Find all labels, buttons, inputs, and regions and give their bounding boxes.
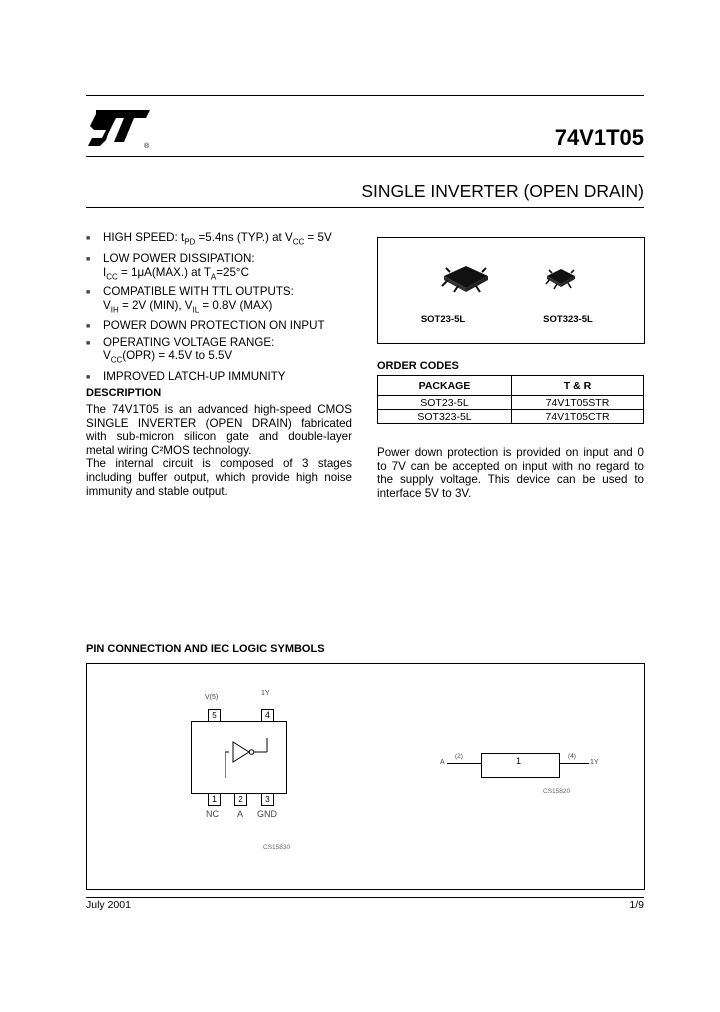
pin-diagram-box [86, 663, 645, 890]
feature-text: LOW POWER DISSIPATION: [103, 251, 255, 265]
description-body [86, 403, 352, 498]
logic-input-label: A [440, 759, 445, 766]
top-pin-label: V(5) [205, 694, 219, 701]
column-header: PACKAGE [378, 376, 512, 396]
pin-number: 5 [212, 711, 217, 720]
feature-item [86, 231, 366, 249]
feature-text: =5.4ns (TYP.) at V [195, 231, 293, 244]
table-cell: 74V1T05CTR [512, 410, 644, 424]
figure-code: CS15830 [263, 844, 291, 851]
feature-text: V [103, 299, 111, 312]
table-cell: 74V1T05STR [512, 396, 644, 410]
feature-item [86, 285, 366, 299]
bullet-icon: ■ [86, 255, 91, 263]
feature-text: = 5V [304, 231, 332, 244]
pin-1-box [208, 793, 221, 806]
power-down-line: Power down protection is provided on input and 0 [377, 446, 644, 459]
logic-output-line [559, 763, 589, 764]
pin-section-heading: PIN CONNECTION AND IEC LOGIC SYMBOLS [86, 643, 325, 655]
st-logo [86, 108, 152, 150]
logic-box-label: 1 [516, 756, 522, 766]
description-line: with sub-micron silicon gate and double-layer [86, 430, 352, 444]
table-cell: SOT23-5L [378, 396, 512, 410]
pin-number: 4 [264, 710, 270, 720]
package-figure [377, 237, 645, 344]
bullet-icon: ■ [86, 322, 91, 330]
table-header-row [378, 376, 644, 396]
feature-sub: CC [106, 271, 118, 281]
table-cell: SOT323-5L [378, 410, 512, 424]
feature-text: = 1μA(MAX.) at T [117, 265, 211, 279]
table-row [378, 410, 644, 424]
feature-item-cont [86, 299, 366, 317]
feature-text: COMPATIBLE WITH TTL OUTPUTS: [103, 285, 294, 299]
page-subtitle: SINGLE INVERTER (OPEN DRAIN) [361, 181, 644, 201]
feature-sub: A [210, 271, 217, 281]
part-number: 74V1T05 [554, 125, 644, 150]
description-line: The internal circuit is composed of 3 stages [86, 457, 352, 471]
feature-item [86, 370, 366, 384]
feature-text: OPERATING VOLTAGE RANGE: [103, 335, 275, 349]
package-label: SOT23-5L [420, 314, 466, 325]
power-down-line: to 7V can be accepted on input with no regard to [377, 459, 644, 473]
order-codes-heading: ORDER CODES [377, 360, 459, 372]
description-line: The 74V1T05 is an advanced high-speed CMOS [86, 403, 352, 416]
feature-text: = 0.8V (MAX) [199, 299, 273, 312]
feature-text: I [103, 265, 107, 279]
feature-item [86, 336, 366, 350]
top-rule [86, 95, 644, 96]
feature-sub: PD [184, 237, 196, 247]
pin-number: 3 [265, 795, 270, 804]
bottom-pin-label: A [237, 809, 244, 819]
package-label: SOT323-5L [543, 314, 593, 325]
pin-number: 2 [238, 795, 243, 804]
table-row [378, 396, 644, 410]
feature-text: V [103, 349, 111, 363]
feature-text: POWER DOWN PROTECTION ON INPUT [103, 318, 325, 332]
logic-output-label: 1Y [590, 759, 599, 766]
power-down-line: the supply voltage. This device can be used to [377, 473, 644, 487]
inverter-symbol [225, 738, 275, 778]
bottom-pin-label: GND [257, 809, 277, 819]
bullet-icon: ■ [86, 289, 91, 297]
bottom-pin-label: NC [206, 809, 219, 819]
feature-item-cont [86, 266, 366, 284]
feature-item-cont [86, 349, 366, 367]
column-header: T & R [512, 376, 644, 396]
bullet-icon: ■ [86, 374, 91, 381]
logic-output-pin: (4) [568, 753, 576, 760]
feature-text: IMPROVED LATCH-UP IMMUNITY [103, 370, 286, 383]
pin-3-box [261, 793, 274, 806]
feature-text: = 2V (MIN), V [118, 299, 193, 312]
description-line: immunity and stable output. [86, 484, 228, 498]
feature-sub: CC [292, 237, 305, 247]
power-down-line: interface 5V to 3V. [377, 486, 472, 500]
figure-code: CS15820 [543, 788, 571, 795]
sot23-package-image [436, 262, 496, 296]
bullet-icon: ■ [86, 339, 91, 347]
subtitle-rule [86, 207, 644, 208]
description-line: metal wiring C²MOS technology. [86, 443, 252, 457]
description-line: including buffer output, which provide high noise [86, 470, 352, 484]
feature-list [86, 231, 366, 384]
pin-2-box [234, 793, 247, 806]
power-down-text [377, 446, 644, 500]
header-rule [86, 156, 644, 157]
order-codes-table [377, 375, 644, 424]
svg-text:®: ® [144, 143, 150, 150]
pin-number: 1 [211, 794, 217, 804]
feature-sub: IL [192, 305, 200, 315]
feature-sub: IH [110, 305, 119, 315]
feature-item [86, 319, 366, 333]
logic-input-line [447, 763, 481, 764]
description-line: SINGLE INVERTER (OPEN DRAIN) fabricated [86, 416, 352, 430]
logic-input-pin: (2) [455, 753, 463, 760]
feature-sub: CC [110, 355, 123, 365]
description-heading: DESCRIPTION [86, 387, 162, 399]
feature-text: (OPR) = 4.5V to 5.5V [122, 349, 233, 363]
sot323-package-image [541, 266, 581, 292]
footer-date: July 2001 [86, 899, 131, 911]
top-pin-label: 1Y [261, 690, 270, 697]
footer-page: 1/9 [629, 899, 644, 911]
feature-text: HIGH SPEED: t [103, 231, 185, 244]
footer-rule [86, 897, 644, 898]
bullet-icon: ■ [86, 235, 91, 242]
feature-item [86, 252, 366, 266]
feature-text: =25°C [216, 265, 249, 279]
